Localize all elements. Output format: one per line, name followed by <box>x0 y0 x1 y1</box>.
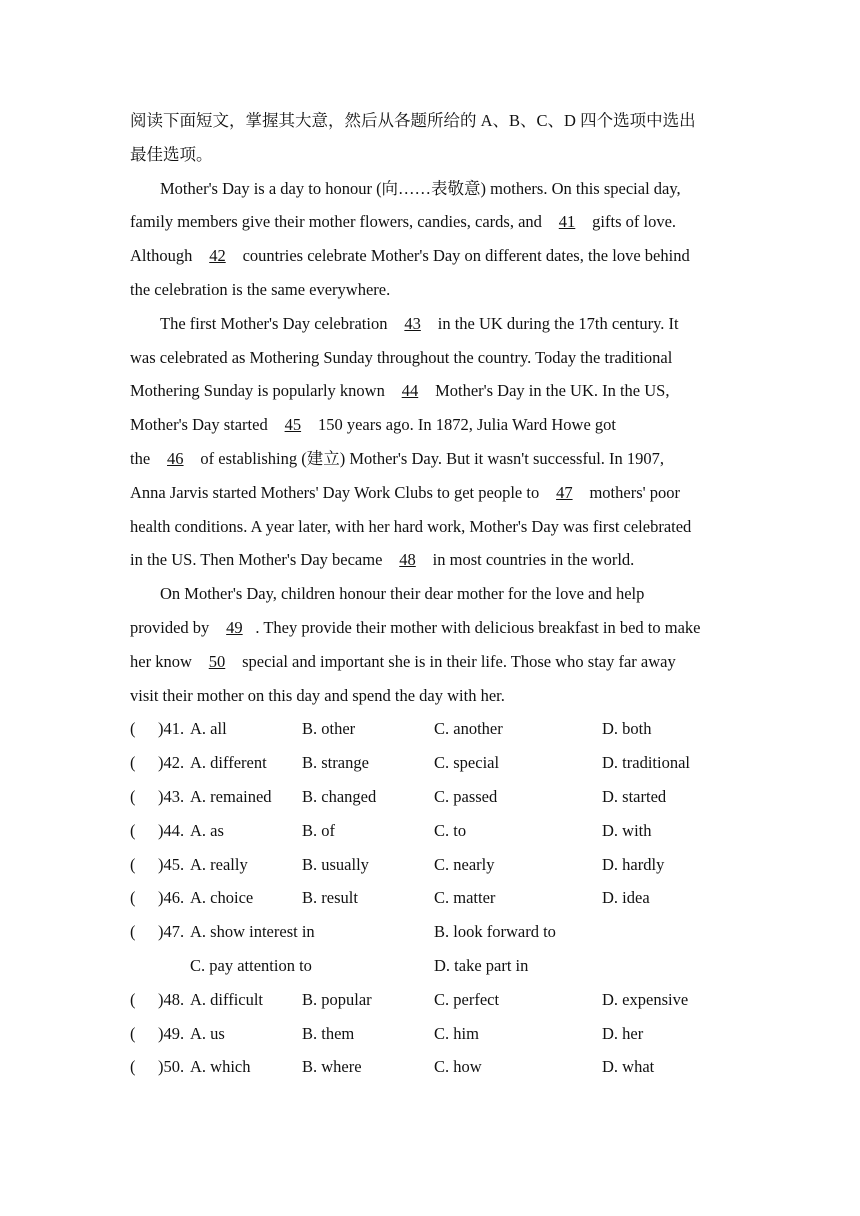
option-a: A. us <box>190 1023 225 1043</box>
option-d: D. take part in <box>434 955 529 975</box>
answer-blank-50: 50 <box>208 651 226 671</box>
question-row <box>130 1017 730 1051</box>
question-list <box>130 712 730 1084</box>
answer-paren: ( <box>130 1023 136 1043</box>
passage-text: in most countries in the world. <box>428 550 635 570</box>
option-b: B. popular <box>302 989 372 1009</box>
passage-line <box>130 408 730 442</box>
option-d: D. started <box>602 786 667 806</box>
option-d: D. traditional <box>602 753 690 773</box>
option-a: A. all <box>190 719 227 739</box>
passage-text: 150 years ago. In 1872, Julia Ward Howe got <box>313 415 617 435</box>
passage-text: health conditions. A year later, with her hard work, Mother's Day was first celebrated <box>130 516 692 536</box>
passage-line <box>130 577 730 611</box>
option-c: C. him <box>434 1023 479 1043</box>
option-b: B. of <box>302 820 335 840</box>
passage-line <box>130 645 730 679</box>
option-a: A. different <box>190 753 267 773</box>
option-d: D. with <box>602 820 652 840</box>
question-row <box>130 780 730 814</box>
passage-text: gifts of love. <box>588 212 677 232</box>
passage-text: the <box>130 448 155 468</box>
question-number: )46. <box>158 888 185 908</box>
question-row-continued <box>130 949 730 983</box>
answer-blank-41: 41 <box>558 212 576 232</box>
passage-text: Mother's Day is a day to honour (向……表敬意) mothers. On this special day, <box>160 178 681 198</box>
question-row <box>130 712 730 746</box>
instruction-line-2: 最佳选项。 <box>130 144 213 164</box>
question-number: )47. <box>158 922 185 942</box>
passage-text: was celebrated as Mothering Sunday throughout the country. Today the traditional <box>130 347 673 367</box>
passage-text: the celebration is the same everywhere. <box>130 279 391 299</box>
passage-text: Mothering Sunday is popularly known <box>130 381 389 401</box>
passage-text: in the US. Then Mother's Day became <box>130 550 387 570</box>
question-row <box>130 915 730 949</box>
passage-line <box>130 239 730 273</box>
question-number: )50. <box>158 1057 185 1077</box>
option-a: A. choice <box>190 888 254 908</box>
question-row <box>130 983 730 1017</box>
passage-text: Anna Jarvis started Mothers' Day Work Clubs to get people to <box>130 482 544 502</box>
passage-line <box>130 476 730 510</box>
passage-text: mothers' poor <box>585 482 680 502</box>
option-b: B. strange <box>302 753 369 773</box>
answer-blank-46: 46 <box>167 448 184 468</box>
question-number: )41. <box>158 719 185 739</box>
option-b: B. changed <box>302 786 377 806</box>
question-row <box>130 881 730 915</box>
question-number: )42. <box>158 753 185 773</box>
passage-text: family members give their mother flowers, candies, cards, and <box>130 212 547 232</box>
option-a: A. really <box>190 854 248 874</box>
option-d: D. hardly <box>602 854 665 874</box>
answer-paren: ( <box>130 820 136 840</box>
question-number: )45. <box>158 854 185 874</box>
option-c: C. special <box>434 753 500 773</box>
answer-paren: ( <box>130 786 136 806</box>
answer-blank-43: 43 <box>404 313 421 333</box>
answer-blank-45: 45 <box>284 415 302 435</box>
answer-blank-49: 49 <box>226 617 243 637</box>
option-a: A. remained <box>190 786 272 806</box>
answer-paren: ( <box>130 854 136 874</box>
answer-paren: ( <box>130 753 136 773</box>
option-c: C. to <box>434 820 467 840</box>
passage-line <box>130 307 730 341</box>
option-c: C. another <box>434 719 503 739</box>
answer-blank-42: 42 <box>209 246 226 266</box>
answer-blank-48: 48 <box>399 550 416 570</box>
question-number: )49. <box>158 1023 185 1043</box>
question-row <box>130 814 730 848</box>
question-row <box>130 746 730 780</box>
passage-line <box>130 679 730 713</box>
option-c: C. pay attention to <box>190 955 312 975</box>
option-c: C. passed <box>434 786 498 806</box>
option-d: D. both <box>602 719 652 739</box>
option-a: A. which <box>190 1057 251 1077</box>
passage-line <box>130 273 730 307</box>
passage-text: countries celebrate Mother's Day on different dates, the love behind <box>238 246 690 266</box>
option-b: B. result <box>302 888 358 908</box>
option-a: A. as <box>190 820 224 840</box>
answer-paren: ( <box>130 922 136 942</box>
passage-line <box>130 341 730 375</box>
passage-text: Mother's Day started <box>130 415 272 435</box>
option-b: B. where <box>302 1057 362 1077</box>
passage-text: Although <box>130 246 197 266</box>
passage-line <box>130 172 730 206</box>
option-b: B. them <box>302 1023 355 1043</box>
passage <box>130 172 730 713</box>
passage-text: of establishing (建立) Mother's Day. But it wasn't successful. In 1907, <box>196 448 665 468</box>
passage-text: The first Mother's Day celebration <box>160 313 392 333</box>
answer-paren: ( <box>130 888 136 908</box>
question-row <box>130 848 730 882</box>
option-c: C. how <box>434 1057 482 1077</box>
answer-paren: ( <box>130 1057 136 1077</box>
question-row <box>130 1050 730 1084</box>
passage-text: her know <box>130 651 196 671</box>
passage-text: Mother's Day in the UK. In the US, <box>430 381 670 401</box>
passage-line <box>130 543 730 577</box>
option-c: C. nearly <box>434 854 495 874</box>
option-b: B. usually <box>302 854 369 874</box>
passage-text: . They provide their mother with delicious breakfast in bed to make <box>255 617 701 637</box>
passage-line <box>130 374 730 408</box>
option-c: C. matter <box>434 888 496 908</box>
question-number: )44. <box>158 820 185 840</box>
answer-paren: ( <box>130 719 136 739</box>
document-content <box>130 104 730 1084</box>
answer-blank-47: 47 <box>556 482 573 502</box>
option-d: D. expensive <box>602 989 689 1009</box>
passage-line <box>130 611 730 645</box>
option-b: B. look forward to <box>434 922 556 942</box>
option-a: A. difficult <box>190 989 264 1009</box>
instruction-line-1: 阅读下面短文，掌握其大意，然后从各题所给的 A、B、C、D 四个选项中选出 <box>130 111 696 130</box>
option-d: D. what <box>602 1057 655 1077</box>
passage-line <box>130 205 730 239</box>
option-a: A. show interest in <box>190 922 315 942</box>
option-b: B. other <box>302 719 356 739</box>
passage-line <box>130 510 730 544</box>
passage-text: provided by <box>130 617 214 637</box>
passage-text: visit their mother on this day and spend the day with her. <box>130 685 505 705</box>
passage-text: in the UK during the 17th century. It <box>433 313 679 333</box>
passage-text: special and important she is in their life. Those who stay far away <box>237 651 676 671</box>
passage-line <box>130 442 730 476</box>
answer-blank-44: 44 <box>401 381 419 401</box>
passage-text: On Mother's Day, children honour their dear mother for the love and help <box>160 584 645 604</box>
question-number: )43. <box>158 786 185 806</box>
question-number: )48. <box>158 989 185 1009</box>
option-d: D. her <box>602 1023 644 1043</box>
answer-paren: ( <box>130 989 136 1009</box>
option-d: D. idea <box>602 888 650 908</box>
option-c: C. perfect <box>434 989 500 1009</box>
